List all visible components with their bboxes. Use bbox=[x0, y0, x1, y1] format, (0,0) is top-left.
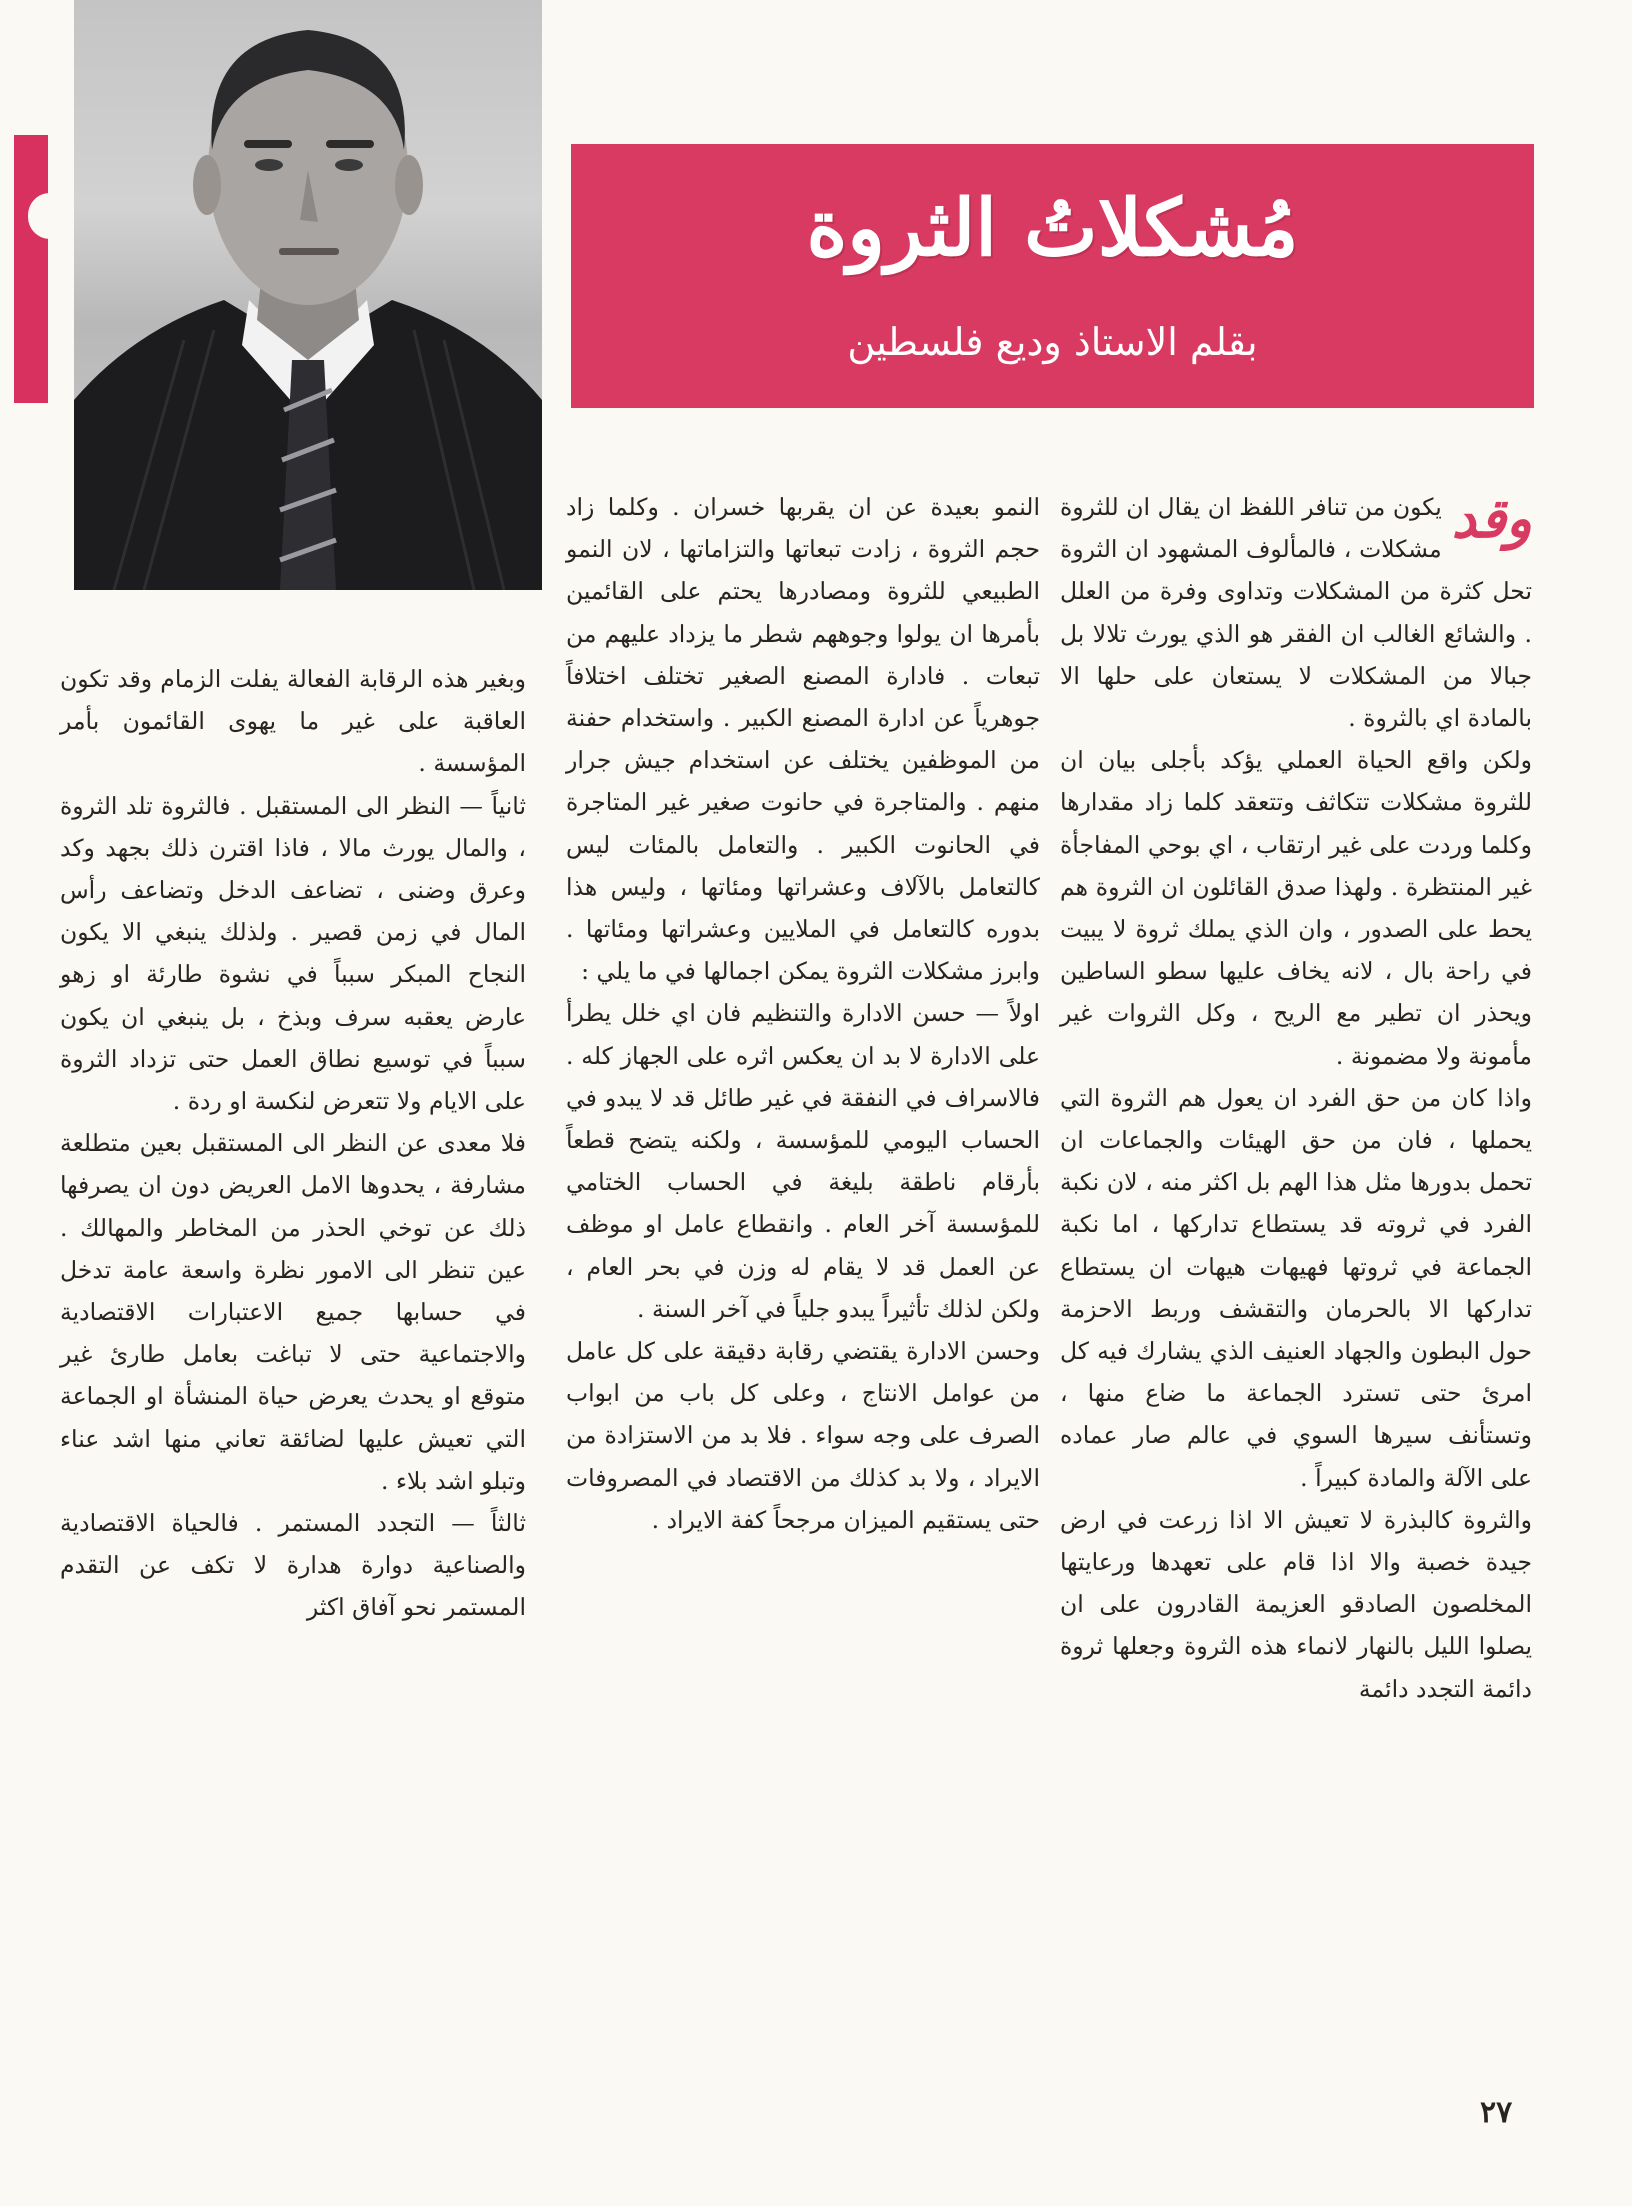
paragraph: فلا معدى عن النظر الى المستقبل بعين متطلعة مشارفة ، يحدوها الامل العريض دون ان يصرفها ذلك عن توخي الحذر من المخاطر والمهالك . عين تنظر الى الامور نظرة واسعة عامة تدخل في حسابها جميع الاعتبارات الاقتصادية والاجتماعية حتى لا تباغت بعامل طارئ غير متوقع او يحدث يعرض حياة المنشأة او الجماعة التي تعيش عليها لضائقة تعاني منها اشد عناء وتبلو اشد بلاء . bbox=[60, 1129, 526, 1495]
article-title: مُشكلاتُ الثروة bbox=[806, 183, 1299, 274]
paragraph: والثروة كالبذرة لا تعيش الا اذا زرعت في ارض جيدة خصبة والا اذا قام على تعهدها ورعايتها المخلصون الصادقو العزيمة القادرون على ان يصلوا الليل بالنهار لانماء هذه الثروة وجعلها ثروة دائمة التجدد دائمة bbox=[1060, 1505, 1532, 1703]
paragraph: اولاً — حسن الادارة والتنظيم فان اي خلل يطرأ على الادارة لا بد ان يعكس اثره على الجهاز كله . فالاسراف في النفقة في غير طائل قد لا يبدو في الحساب اليومي للمؤسسة ، ولكنه يتضح قطعاً بأرقام ناطقة بليغة في الحساب الختامي للمؤسسة آخر العام . وانقطاع عامل او موظف عن العمل قد لا يقام له وزن في بحر العام ، ولكن لذلك تأثيراً يبدو جلياً في آخر السنة . bbox=[566, 999, 1040, 1323]
paragraph: واذا كان من حق الفرد ان يعول هم الثروة التي يحملها ، فان من حق الهيئات والجماعات ان تحمل بدورها مثل هذا الهم بل اكثر منه ، لان نكبة الفرد في ثروته قد يستطاع تداركها ، اما نكبة الجماعة في ثروتها فهيهات هيهات ان يستطاع تداركها الا بالحرمان والتقشف وربط الاحزمة حول البطون والجهاد العنيف الذي يشارك فيه كل امرئ حتى تسترد الجماعة ما ضاع منها ، وتستأنف سيرها السوي في عالم صار عماده على الآلة والمادة كبيراً . bbox=[1060, 1083, 1532, 1492]
page-number: ٢٧ bbox=[1480, 2095, 1513, 2130]
author-portrait-photo bbox=[74, 0, 542, 590]
paragraph: ثالثاً — التجدد المستمر . فالحياة الاقتصادية والصناعية دوارة هدارة لا تكف عن التقدم المستمر نحو آفاق اكثر bbox=[60, 1509, 526, 1622]
paragraph: ولكن واقع الحياة العملي يؤكد بأجلى بيان ان للثروة مشكلات تتكاثف وتتعقد كلما زاد مقدارها وكلما وردت على غير ارتقاب ، اي بوحي المفاجأة غير المنتظرة . ولهذا صدق القائلون ان الثروة هم يحط على الصدور ، وان الذي يملك ثروة لا يبيت في راحة بال ، لانه يخاف عليها سطو الساطين ويحذر ان تطير مع الريح ، وكل الثروات غير مأمونة ولا مضمونة . bbox=[1060, 746, 1532, 1070]
paragraph: ثانياً — النظر الى المستقبل . فالثروة تلد الثروة ، والمال يورث مالا ، فاذا اقترن ذلك بجهد وكد وعرق وضنى ، تضاعف الدخل وتضاعف رأس المال في زمن قصير . ولذلك ينبغي الا يكون النجاح المبكر سبباً في نشوة طارئة او زهو عارض يعقبه سرف وبذخ ، بل ينبغي ان يكون سبباً في توسيع نطاق العمل حتى تزداد الثروة على الايام ولا تتعرض لنكسة او ردة . bbox=[60, 791, 526, 1116]
article-column-middle bbox=[566, 486, 1040, 1541]
paragraph: وقد يكون من تنافر اللفظ ان يقال ان للثروة مشكلات ، فالمألوف المشهود ان الثروة تحل كثرة من المشكلات وتداوى وفرة من العلل . والشائع الغالب ان الفقر هو الذي يورث تلالا بل جبالا من المشكلات لا يستعان على حلها الا بالمادة اي بالثروة . bbox=[1060, 486, 1532, 733]
article-byline: بقلم الاستاذ وديع فلسطين bbox=[847, 320, 1258, 364]
edge-color-tab bbox=[14, 135, 48, 403]
paragraph: وبغير هذه الرقابة الفعالة يفلت الزمام وقد تكون العاقبة على غير ما يهوى القائمون بأمر المؤسسة . bbox=[60, 665, 526, 778]
opening-dropword: وقد bbox=[1451, 486, 1532, 550]
article-title-banner bbox=[571, 144, 1534, 408]
paragraph: النمو بعيدة عن ان يقربها خسران . وكلما زاد حجم الثروة ، زادت تبعاتها والتزاماتها ، لان النمو الطبيعي للثروة ومصادرها يحتم على القائمين بأمرها ان يولوا وجوههم شطر ما يزداد عليهم من تبعات . فادارة المصنع الصغير تختلف اختلافاً جوهرياً عن ادارة المصنع الكبير . واستخدام حفنة من الموظفين يختلف عن استخدام جيش جرار منهم . والمتاجرة في حانوت صغير غير المتاجرة في الحانوت الكبير . والتعامل بالمئات ليس كالتعامل بالآلاف وعشراتها ومئاتها ، وليس هذا بدوره كالتعامل في الملايين وعشراتها ومئاتها . وابرز مشكلات الثروة يمكن اجمالها في ما يلي : bbox=[566, 493, 1040, 986]
article-column-right bbox=[1060, 486, 1532, 1710]
paragraph: وحسن الادارة يقتضي رقابة دقيقة على كل عامل من عوامل الانتاج ، وعلى كل باب من ابواب الصرف على وجه سواء . فلا بد من الاستزادة من الايراد ، ولا بد كذلك من الاقتصاد في المصروفات حتى يستقيم الميزان مرجحاً كفة الايراد . bbox=[566, 1337, 1040, 1534]
article-column-left bbox=[60, 658, 526, 1629]
